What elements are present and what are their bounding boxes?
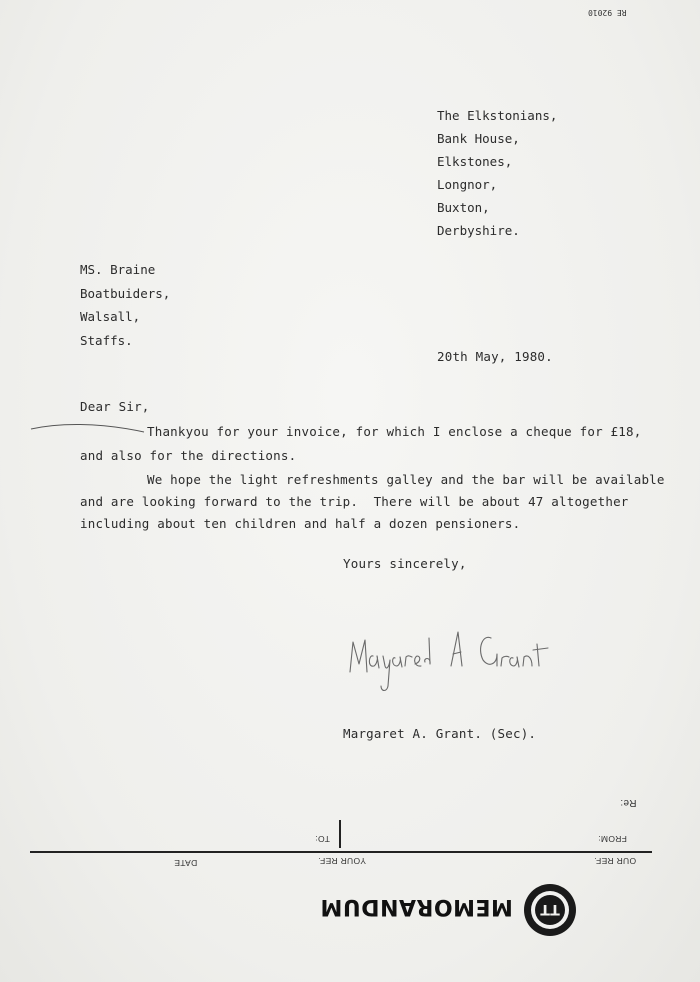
recipient-address-line: Staffs. [80, 333, 133, 349]
signatory-name: Margaret A. Grant. (Sec). [343, 726, 537, 741]
reference-number: RE 92010 [588, 8, 627, 17]
date-label: DATE [174, 858, 198, 868]
body-line: including about ten children and half a dozen pensioners. [80, 516, 521, 531]
your-ref-label: YOUR REF. [318, 856, 367, 866]
salutation: Dear Sir, [80, 399, 150, 414]
body-line: and are looking forward to the trip. There will be about 47 altogether [80, 494, 629, 509]
sender-address-line: Bank House, [437, 131, 520, 146]
body-line: We hope the light refreshments galley and the bar will be available [147, 472, 665, 487]
recipient-address [80, 262, 170, 357]
recipient-address-line: Walsall, [80, 309, 141, 325]
recipient-address-line: Boatbuiders, [80, 285, 171, 301]
sender-address-line: The Elkstonians, [437, 108, 558, 123]
to-label: TO: [315, 834, 330, 844]
our-ref-label: OUR REF. [594, 856, 637, 866]
handwritten-signature [343, 620, 563, 710]
from-label: FROM: [598, 834, 627, 844]
re-label: Re: [620, 797, 637, 808]
letter-date: 20th May, 1980. [437, 349, 553, 364]
sender-address-line: Derbyshire. [437, 223, 520, 238]
body-line: Thankyou for your invoice, for which I enclose a cheque for £18, [147, 424, 642, 439]
sender-address-line: Longnor, [437, 177, 498, 192]
logo-letters: TT [540, 901, 560, 917]
closing: Yours sincerely, [343, 556, 467, 571]
form-divider-vertical [339, 820, 341, 848]
sender-address [437, 108, 557, 246]
pen-stroke-mark [28, 420, 148, 436]
sender-address-line: Buxton, [437, 200, 490, 215]
form-divider-horizontal [30, 851, 652, 853]
recipient-address-line: MS. Braine [80, 262, 156, 277]
company-logo [522, 882, 578, 938]
sender-address-line: Elkstones, [437, 154, 513, 169]
body-line: and also for the directions. [80, 448, 297, 463]
memorandum-title: MEMORANDUM [320, 894, 513, 919]
